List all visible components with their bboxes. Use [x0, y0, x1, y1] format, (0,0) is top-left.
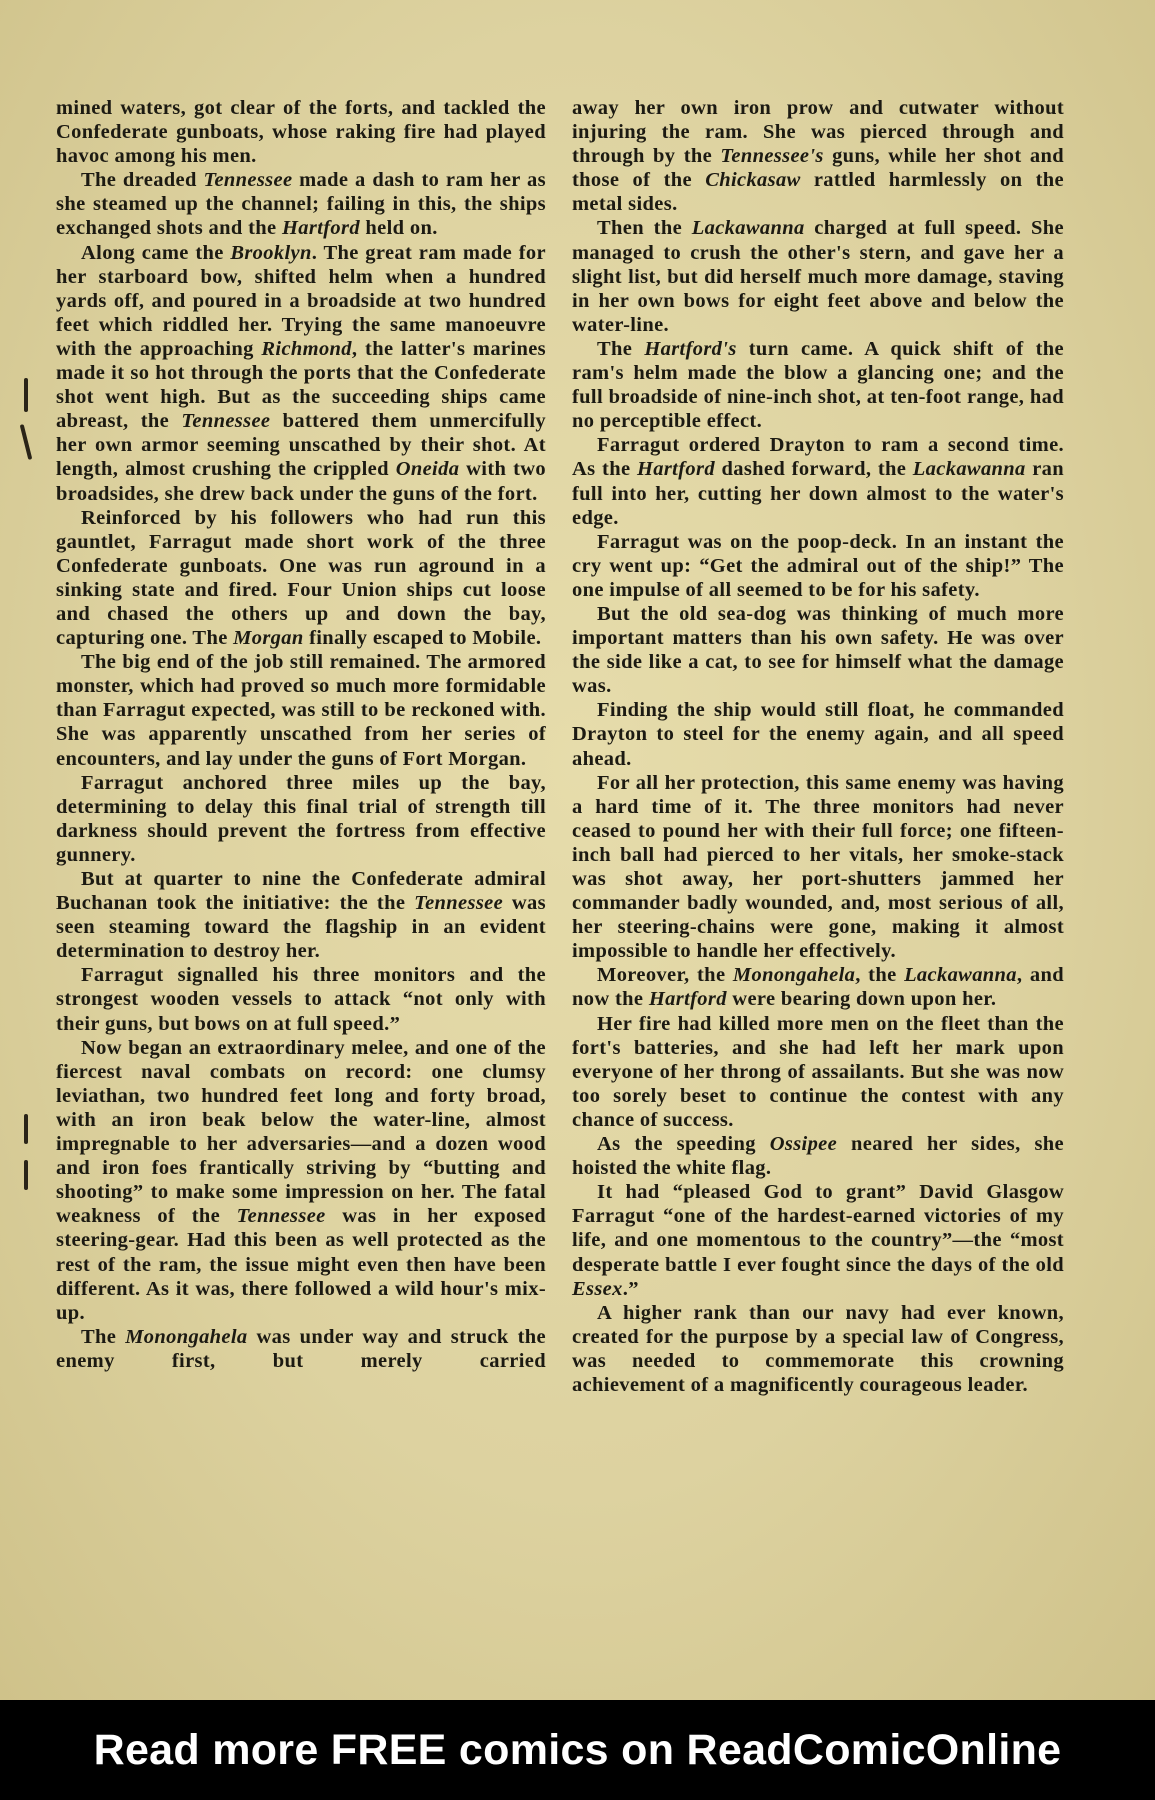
text-run: Then the	[597, 217, 692, 240]
text-run: away her own iron prow and cutwater without injuring the ram. She was pierced through and through by the	[572, 97, 1064, 168]
text-run: were bearing down upon her.	[726, 988, 997, 1011]
paragraph	[572, 433, 1064, 529]
italic-ship-name: Tennessee	[181, 410, 271, 433]
text-run: Along came the	[81, 241, 231, 264]
text-run: Finding the ship would still float, he commanded Drayton to steel for the enemy again, and all speed ahead.	[572, 699, 1064, 770]
paragraph	[572, 530, 1064, 602]
paragraph	[572, 96, 1064, 216]
italic-ship-name: Richmond	[261, 337, 352, 360]
paragraph	[572, 1180, 1064, 1300]
paragraph	[56, 241, 546, 506]
text-run: Moreover, the	[597, 964, 733, 987]
text-run: Farragut was on the poop-deck. In an instant the cry went up: “Get the admiral out of the ship!” The one impulse of all seemed to be for his safety.	[572, 530, 1064, 601]
paragraph	[56, 650, 546, 770]
text-run: Now began an extraordinary melee, and one of the fiercest naval combats on record: one clumsy leviathan, two hundred feet long and forty broad, with an iron beak below the water-line, almost impregnable to her adversaries—and a dozen wood and iron foes frantically striving by “butting and shooting” to make some impression on her. The fatal weakness of the	[56, 1036, 546, 1228]
text-run: was in her exposed steering-gear. Had this been as well protected as the rest of the ram, the issue might even then have been different. As it was, there followed a wild hour's mix-up.	[56, 1205, 546, 1324]
margin-pencil-mark	[24, 1160, 28, 1190]
italic-ship-name: Essex	[572, 1277, 623, 1300]
paragraph	[56, 1036, 546, 1325]
paragraph	[572, 1012, 1064, 1132]
italic-ship-name: Tennessee	[236, 1205, 326, 1228]
text-run: held on.	[359, 217, 438, 240]
margin-pencil-mark	[24, 1114, 28, 1144]
italic-ship-name: Ossipee	[769, 1133, 838, 1156]
text-run: It had “pleased God to grant” David Glasgow Farragut “one of the hardest-earned victories of my life, and one momentous to the country”—the “most desperate battle I ever fought since the days of the old	[572, 1181, 1064, 1276]
italic-ship-name: Brooklyn	[230, 241, 312, 264]
italic-ship-name: Monongahela	[732, 964, 856, 987]
text-run: But the old sea-dog was thinking of much more important matters than his own safety. He was over the side like a cat, to see for himself what the damage was.	[572, 602, 1064, 698]
text-run: mined waters, got clear of the forts, and tackled the Confederate gunboats, whose raking fire had played havoc among his men.	[56, 97, 546, 168]
italic-ship-name: Tennessee	[203, 169, 293, 192]
text-run: guns, while her shot and those of the	[572, 145, 1064, 192]
paragraph	[56, 1325, 546, 1373]
italic-ship-name: Hartford	[648, 988, 727, 1011]
text-run: As the speeding	[597, 1133, 770, 1156]
italic-ship-name: Tennessee's	[720, 145, 824, 168]
text-run: battered them unmercifully her own armor seeming unscathed by their shot. At length, almost crushing the crippled	[56, 410, 546, 481]
paragraph	[572, 698, 1064, 770]
italic-ship-name: Hartford	[636, 458, 715, 481]
text-run: , and now the	[572, 964, 1064, 1011]
italic-ship-name: Morgan	[233, 627, 304, 650]
text-run: But at quarter to nine the Confederate admiral Buchanan took the initiative: the the	[56, 868, 546, 915]
text-run: , the	[855, 964, 905, 987]
footer-promo-text[interactable]: Read more FREE comics on ReadComicOnline	[93, 1725, 1062, 1774]
text-run: The	[81, 1325, 126, 1348]
left-text-column	[56, 96, 546, 1373]
italic-ship-name: Lackawanna	[904, 964, 1017, 987]
italic-ship-name: Hartford	[281, 217, 360, 240]
text-run: For all her protection, this same enemy was having a hard time of it. The three monitors had never ceased to pound her with their full force; one fifteen-inch ball had pierced to her vitals, her smoke-stack was shot away, her port-shutters jammed her commander badly wounded, and, most serious of all, her steering-chains were gone, making it almost impossible to handle her effectively.	[572, 771, 1064, 963]
text-run: The dreaded	[81, 169, 204, 192]
text-run: dashed forward, the	[714, 458, 913, 481]
paragraph	[56, 771, 546, 867]
text-run: Reinforced by his followers who had run this gauntlet, Farragut made short work of the three Confederate gunboats. One was run aground in a sinking state and fired. Four Union ships cut loose and chased the others up and down the bay, capturing one. The	[56, 506, 546, 650]
italic-ship-name: Tennessee	[414, 892, 504, 915]
text-run: finally escaped to Mobile.	[303, 627, 542, 650]
text-run: with two broadsides, she drew back under the guns of the fort.	[56, 458, 546, 505]
text-run: Farragut ordered Drayton to ram a second time. As the	[572, 434, 1064, 481]
italic-ship-name: Lackawanna	[691, 217, 805, 240]
text-run: Her fire had killed more men on the fleet than the fort's batteries, and she had left her mark upon everyone of her throng of assailants. But she was now too sorely beset to continue the contest with any chance of success.	[572, 1012, 1064, 1131]
paragraph	[572, 337, 1064, 433]
text-run: charged at full speed. She managed to crush the other's stern, and gave her a slight list, but did herself much more damage, staving in her own bows for eight feet above and below the water-line.	[572, 217, 1064, 336]
paragraph	[572, 1301, 1064, 1397]
text-run: The	[597, 337, 645, 360]
paragraph	[56, 867, 546, 963]
margin-pencil-mark	[24, 378, 28, 412]
text-run: Farragut anchored three miles up the bay, determining to delay this final trial of strength till darkness should prevent the fortress from effective gunnery.	[56, 771, 546, 866]
text-run: made a dash to ram her as she steamed up the channel; failing in this, the ships exchanged shots and the	[56, 169, 546, 240]
italic-ship-name: Oneida	[395, 458, 460, 481]
paragraph	[56, 963, 546, 1035]
text-run: ran full into her, cutting her down almost to the water's edge.	[572, 458, 1065, 529]
text-run: neared her sides, she hoisted the white flag.	[572, 1133, 1064, 1180]
italic-ship-name: Chickasaw	[705, 169, 801, 192]
text-run: , the latter's marines made it so hot through the ports that the Confederate shot went high. But as the succeeding ships came abreast, the	[56, 337, 546, 433]
italic-ship-name: Hartford's	[644, 337, 737, 360]
text-run: A higher rank than our navy had ever known, created for the purpose by a special law of Congress, was needed to commemorate this crowning achievement of a magnificently courageous leader.	[572, 1301, 1064, 1396]
paragraph	[56, 506, 546, 651]
paragraph	[572, 1132, 1064, 1180]
text-run: turn came. A quick shift of the ram's helm made the blow a glancing one; and the full broadside of nine-inch shot, at ten-foot range, had no perceptible effect.	[572, 337, 1065, 433]
footer-banner	[0, 1700, 1155, 1800]
text-run: Farragut signalled his three monitors and the strongest wooden vessels to attack “not only with their guns, but bows on at full speed.”	[56, 964, 546, 1035]
paragraph	[572, 963, 1064, 1011]
paragraph	[572, 602, 1064, 698]
italic-ship-name: Monongahela	[125, 1325, 248, 1348]
paragraph	[56, 96, 546, 168]
text-run: . The great ram made for her starboard bow, shifted helm when a hundred yards off, and poured in a broadside at two hundred feet which riddled her. Trying the same manoeuvre with the approaching	[56, 241, 546, 360]
paragraph	[572, 771, 1064, 964]
right-text-column	[572, 96, 1064, 1397]
text-run: The big end of the job still remained. The armored monster, which had proved so much more formidable than Farragut expected, was still to be reckoned with. She was apparently unscathed from her series of encounters, and lay under the guns of Fort Morgan.	[56, 651, 546, 770]
text-run: was under way and struck the enemy first, but merely carried	[56, 1325, 546, 1372]
text-run: .”	[622, 1277, 639, 1300]
margin-pencil-mark	[20, 424, 33, 460]
italic-ship-name: Lackawanna	[912, 458, 1026, 481]
paragraph	[572, 216, 1064, 336]
text-run: was seen steaming toward the flagship in an evident determination to destroy her.	[56, 892, 546, 963]
text-run: rattled harmlessly on the metal sides.	[572, 169, 1064, 216]
paragraph	[56, 168, 546, 240]
